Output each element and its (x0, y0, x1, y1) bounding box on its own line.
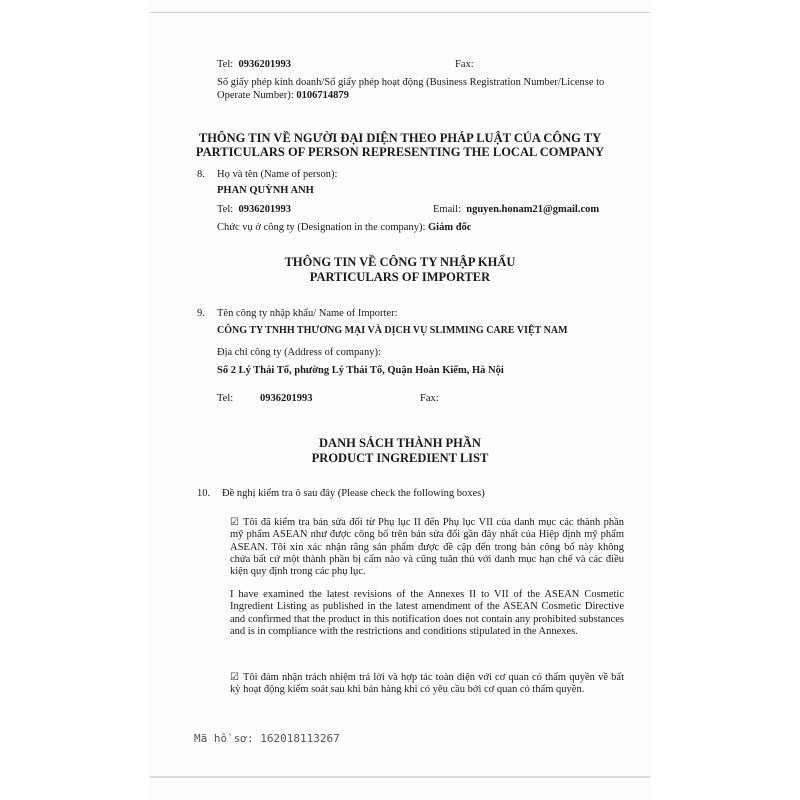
importer-name-value: CÔNG TY TNHH THƯƠNG MẠI VÀ DỊCH VỤ SLIMMING CARE VIỆT NAM (217, 325, 568, 336)
box1-vi-text: Tôi đã kiểm tra bản sửa đổi từ Phụ lục II đến Phụ lục VII của danh mục các thành phần mỹ phẩm ASEAN như được công bố trên bản sửa đổi gần đây nhất của Hiệp định mỹ phẩm ASEAN. Tôi xin xác nhận rằng sản phẩm được đề cập đến trong bản công bố này không chứa bất cứ một thành phần bị cấm nào và cũng tuân thủ với danh mục hạn chế và các điều kiện quy định trong các phụ lục. (230, 517, 624, 578)
ingredients-heading-en: PRODUCT INGREDIENT LIST (311, 451, 489, 465)
check-instruction: Đề nghị kiểm tra ô sau đây (Please check the following boxes) (222, 488, 485, 499)
page-top-edge (150, 12, 650, 13)
rep-email-value: nguyen.honam21@gmail.com (466, 204, 600, 215)
rep-name-value: PHAN QUỲNH ANH (217, 185, 314, 196)
importer-address-label: Địa chỉ công ty (Address of company): (217, 347, 381, 358)
importer-heading-en: PARTICULARS OF IMPORTER (309, 270, 491, 284)
rep-designation-value: Giám đốc (428, 222, 472, 233)
rep-email-label: Email: (433, 204, 461, 215)
rep-designation-line (217, 221, 471, 234)
rep-designation-label: Chức vụ ở công ty (Designation in the company): (217, 222, 426, 233)
importer-name-label: Tên công ty nhập khẩu/ Name of Importer: (217, 308, 398, 319)
section-number-10: 10. (197, 488, 211, 499)
company-tel-label: Tel: (217, 59, 234, 70)
company-tel-line (217, 58, 291, 71)
checkbox-item-2-vi (230, 672, 624, 697)
importer-address-value: Số 2 Lý Thái Tổ, phường Lý Thái Tổ, Quận Hoàn Kiếm, Hà Nội (217, 365, 504, 376)
license-label: Operate Number): (217, 90, 294, 101)
page-bottom-edge (150, 776, 650, 778)
rep-tel-line (217, 203, 291, 216)
ingredients-heading-vi: DANH SÁCH THÀNH PHẦN (319, 436, 481, 450)
importer-fax-label: Fax: (420, 393, 439, 404)
rep-tel-value: 0936201993 (238, 204, 291, 215)
importer-tel-value: 0936201993 (260, 393, 313, 404)
box2-vi-text: Tôi đảm nhận trách nhiệm trả lời và hợp tác toàn diện với cơ quan có thẩm quyền về bất kỳ hoạt động kiểm soát sau khi bán hàng khi có yêu cầu bởi cơ quan có thẩm quyền. (230, 672, 624, 696)
checkbox-item-1-en: I have examined the latest revisions of the Annexes II to VII of the ASEAN Cosmetic Ingredient Listing as published in the latest amendment of the ASEAN Cosmetic Directive and confirmed that the product in this notification does not contain any prohibited substances and is in compliance with the restrictions and conditions stipulated in the Annexes. (230, 589, 624, 637)
rep-tel-label: Tel: (217, 204, 234, 215)
checkbox-item-1-vi (230, 517, 624, 578)
rep-email-line (433, 203, 599, 216)
company-tel-value: 0936201993 (238, 59, 291, 70)
company-fax-label: Fax: (455, 59, 474, 70)
importer-heading-vi: THÔNG TIN VỀ CÔNG TY NHẬP KHẨU (284, 255, 516, 269)
importer-tel-label: Tel: (217, 393, 234, 404)
license-line-2 (217, 89, 349, 102)
representative-heading-vi: THÔNG TIN VỀ NGƯỜI ĐẠI DIỆN THEO PHÁP LUẬT CỦA CÔNG TY (198, 131, 602, 145)
license-line-1: Số giấy phép kinh doanh/Số giấy phép hoạt động (Business Registration Number/License to (217, 77, 605, 88)
representative-heading-en: PARTICULARS OF PERSON REPRESENTING THE LOCAL COMPANY (195, 145, 605, 159)
rep-name-label: Họ và tên (Name of person): (217, 169, 338, 180)
checked-box-icon: ☑ (230, 672, 239, 683)
license-value: 0106714879 (296, 90, 349, 101)
section-number-8: 8. (197, 169, 205, 180)
file-code: Mã hồ sơ: 162018113267 (194, 732, 340, 745)
section-number-9: 9. (197, 308, 205, 319)
checked-box-icon: ☑ (230, 517, 239, 528)
